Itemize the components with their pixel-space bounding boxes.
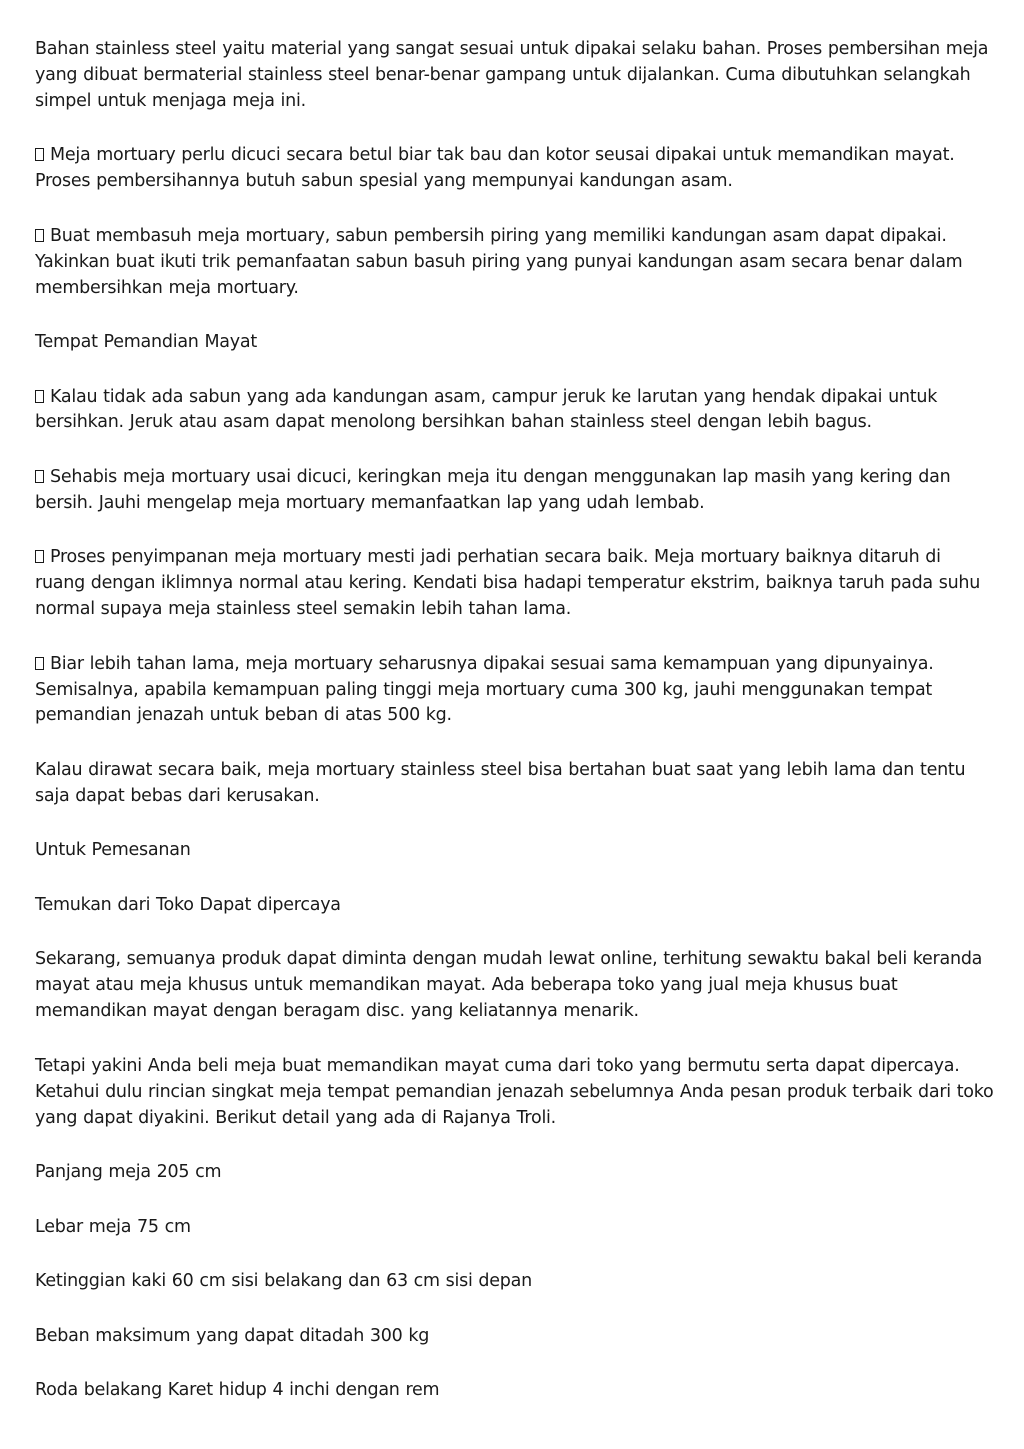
missing-glyph-bullet-icon [35, 229, 44, 242]
document-page [35, 37, 995, 1433]
missing-glyph-bullet-icon [35, 148, 44, 161]
paragraph-text: Buat membasuh meja mortuary, sabun pembersih piring yang memiliki kandungan asam dapat dipakai. Yakinkan buat ikuti trik pemanfaatan sabun basuh piring yang punyai kandungan asam secara benar dalam membersihkan meja mortuary. [35, 225, 963, 298]
bullet-paragraph [35, 224, 995, 302]
paragraph-text: Proses penyimpanan meja mortuary mesti jadi perhatian secara baik. Meja mortuary baiknya ditaruh di ruang dengan iklimnya normal atau kering. Kendati bisa hadapi temperatur ekstrim, baiknya taruh pada suhu normal supaya meja stainless steel semakin lebih tahan lama. [35, 547, 981, 620]
heading-text: Tempat Pemandian Mayat [35, 332, 257, 353]
paragraph-text: Meja mortuary perlu dicuci secara betul biar tak bau dan kotor seusai dipakai untuk memandikan mayat. Proses pembersihannya butuh sabun spesial yang mempunyai kandungan asam. [35, 145, 955, 192]
section-heading [35, 893, 995, 919]
paragraph-text: Sekarang, semuanya produk dapat diminta dengan mudah lewat online, terhitung sewaktu bakal beli keranda mayat atau meja khusus untuk memandikan mayat. Ada beberapa toko yang jual meja khusus buat memandikan mayat dengan beragam disc. yang keliatannya menarik. [35, 949, 983, 1022]
missing-glyph-bullet-icon [35, 657, 44, 670]
spec-item [35, 1269, 995, 1295]
paragraph [35, 758, 995, 810]
spec-text: Roda belakang Karet hidup 4 inchi dengan rem [35, 1380, 440, 1400]
section-heading [35, 838, 995, 864]
paragraph-text: Biar lebih tahan lama, meja mortuary seharusnya dipakai sesuai sama kemampuan yang dipunyainya. Semisalnya, apabila kemampuan paling tinggi meja mortuary cuma 300 kg, jauhi menggunakan tempat pemandian jenazah untuk beban di atas 500 kg. [35, 653, 934, 726]
paragraph-text: Kalau dirawat secara baik, meja mortuary stainless steel bisa bertahan buat saat yang lebih lama dan tentu saja dapat bebas dari kerusakan. [35, 759, 966, 806]
bullet-paragraph [35, 465, 995, 517]
bullet-paragraph [35, 385, 995, 437]
bullet-paragraph [35, 652, 995, 730]
missing-glyph-bullet-icon [35, 390, 44, 403]
spec-item [35, 1324, 995, 1350]
heading-text: Untuk Pemesanan [35, 840, 191, 861]
paragraph-text: Sehabis meja mortuary usai dicuci, keringkan meja itu dengan menggunakan lap masih yang kering dan bersih. Jauhi mengelap meja mortuary memanfaatkan lap yang udah lembab. [35, 466, 951, 513]
bullet-paragraph [35, 545, 995, 623]
spec-text: Lebar meja 75 cm [35, 1216, 191, 1237]
paragraph-text: Bahan stainless steel yaitu material yang sangat sesuai untuk dipakai selaku bahan. Proses pembersihan meja yang dibuat bermaterial stainless steel benar-benar gampang untuk dijalankan. Cuma dibutuhkan selangkah simpel untuk menjaga meja ini. [35, 39, 989, 111]
missing-glyph-bullet-icon [35, 470, 44, 483]
section-heading [35, 330, 995, 356]
bullet-paragraph [35, 143, 995, 195]
spec-text: Ketinggian kaki 60 cm sisi belakang dan 63 cm sisi depan [35, 1271, 532, 1291]
spec-text: Beban maksimum yang dapat ditadah 300 kg [35, 1325, 430, 1346]
spec-item [35, 1215, 995, 1241]
paragraph [35, 947, 995, 1025]
heading-text: Temukan dari Toko Dapat dipercaya [35, 894, 341, 915]
missing-glyph-bullet-icon [35, 550, 44, 563]
spec-item [35, 1160, 995, 1186]
paragraph-text: Kalau tidak ada sabun yang ada kandungan asam, campur jeruk ke larutan yang hendak dipakai untuk bersihkan. Jeruk atau asam dapat menolong bersihkan bahan stainless steel dengan lebih bagus. [35, 386, 938, 433]
paragraph-text: Tetapi yakini Anda beli meja buat memandikan mayat cuma dari toko yang bermutu serta dapat dipercaya. Ketahui dulu rincian singkat meja tempat pemandian jenazah sebelumnya Anda pesan produk terbaik dari toko yang dapat diyakini. Berikut detail yang ada di Rajanya Troli. [35, 1055, 994, 1128]
paragraph [35, 1054, 995, 1132]
spec-text: Panjang meja 205 cm [35, 1162, 222, 1182]
paragraph-intro [35, 37, 995, 115]
spec-item [35, 1378, 995, 1404]
